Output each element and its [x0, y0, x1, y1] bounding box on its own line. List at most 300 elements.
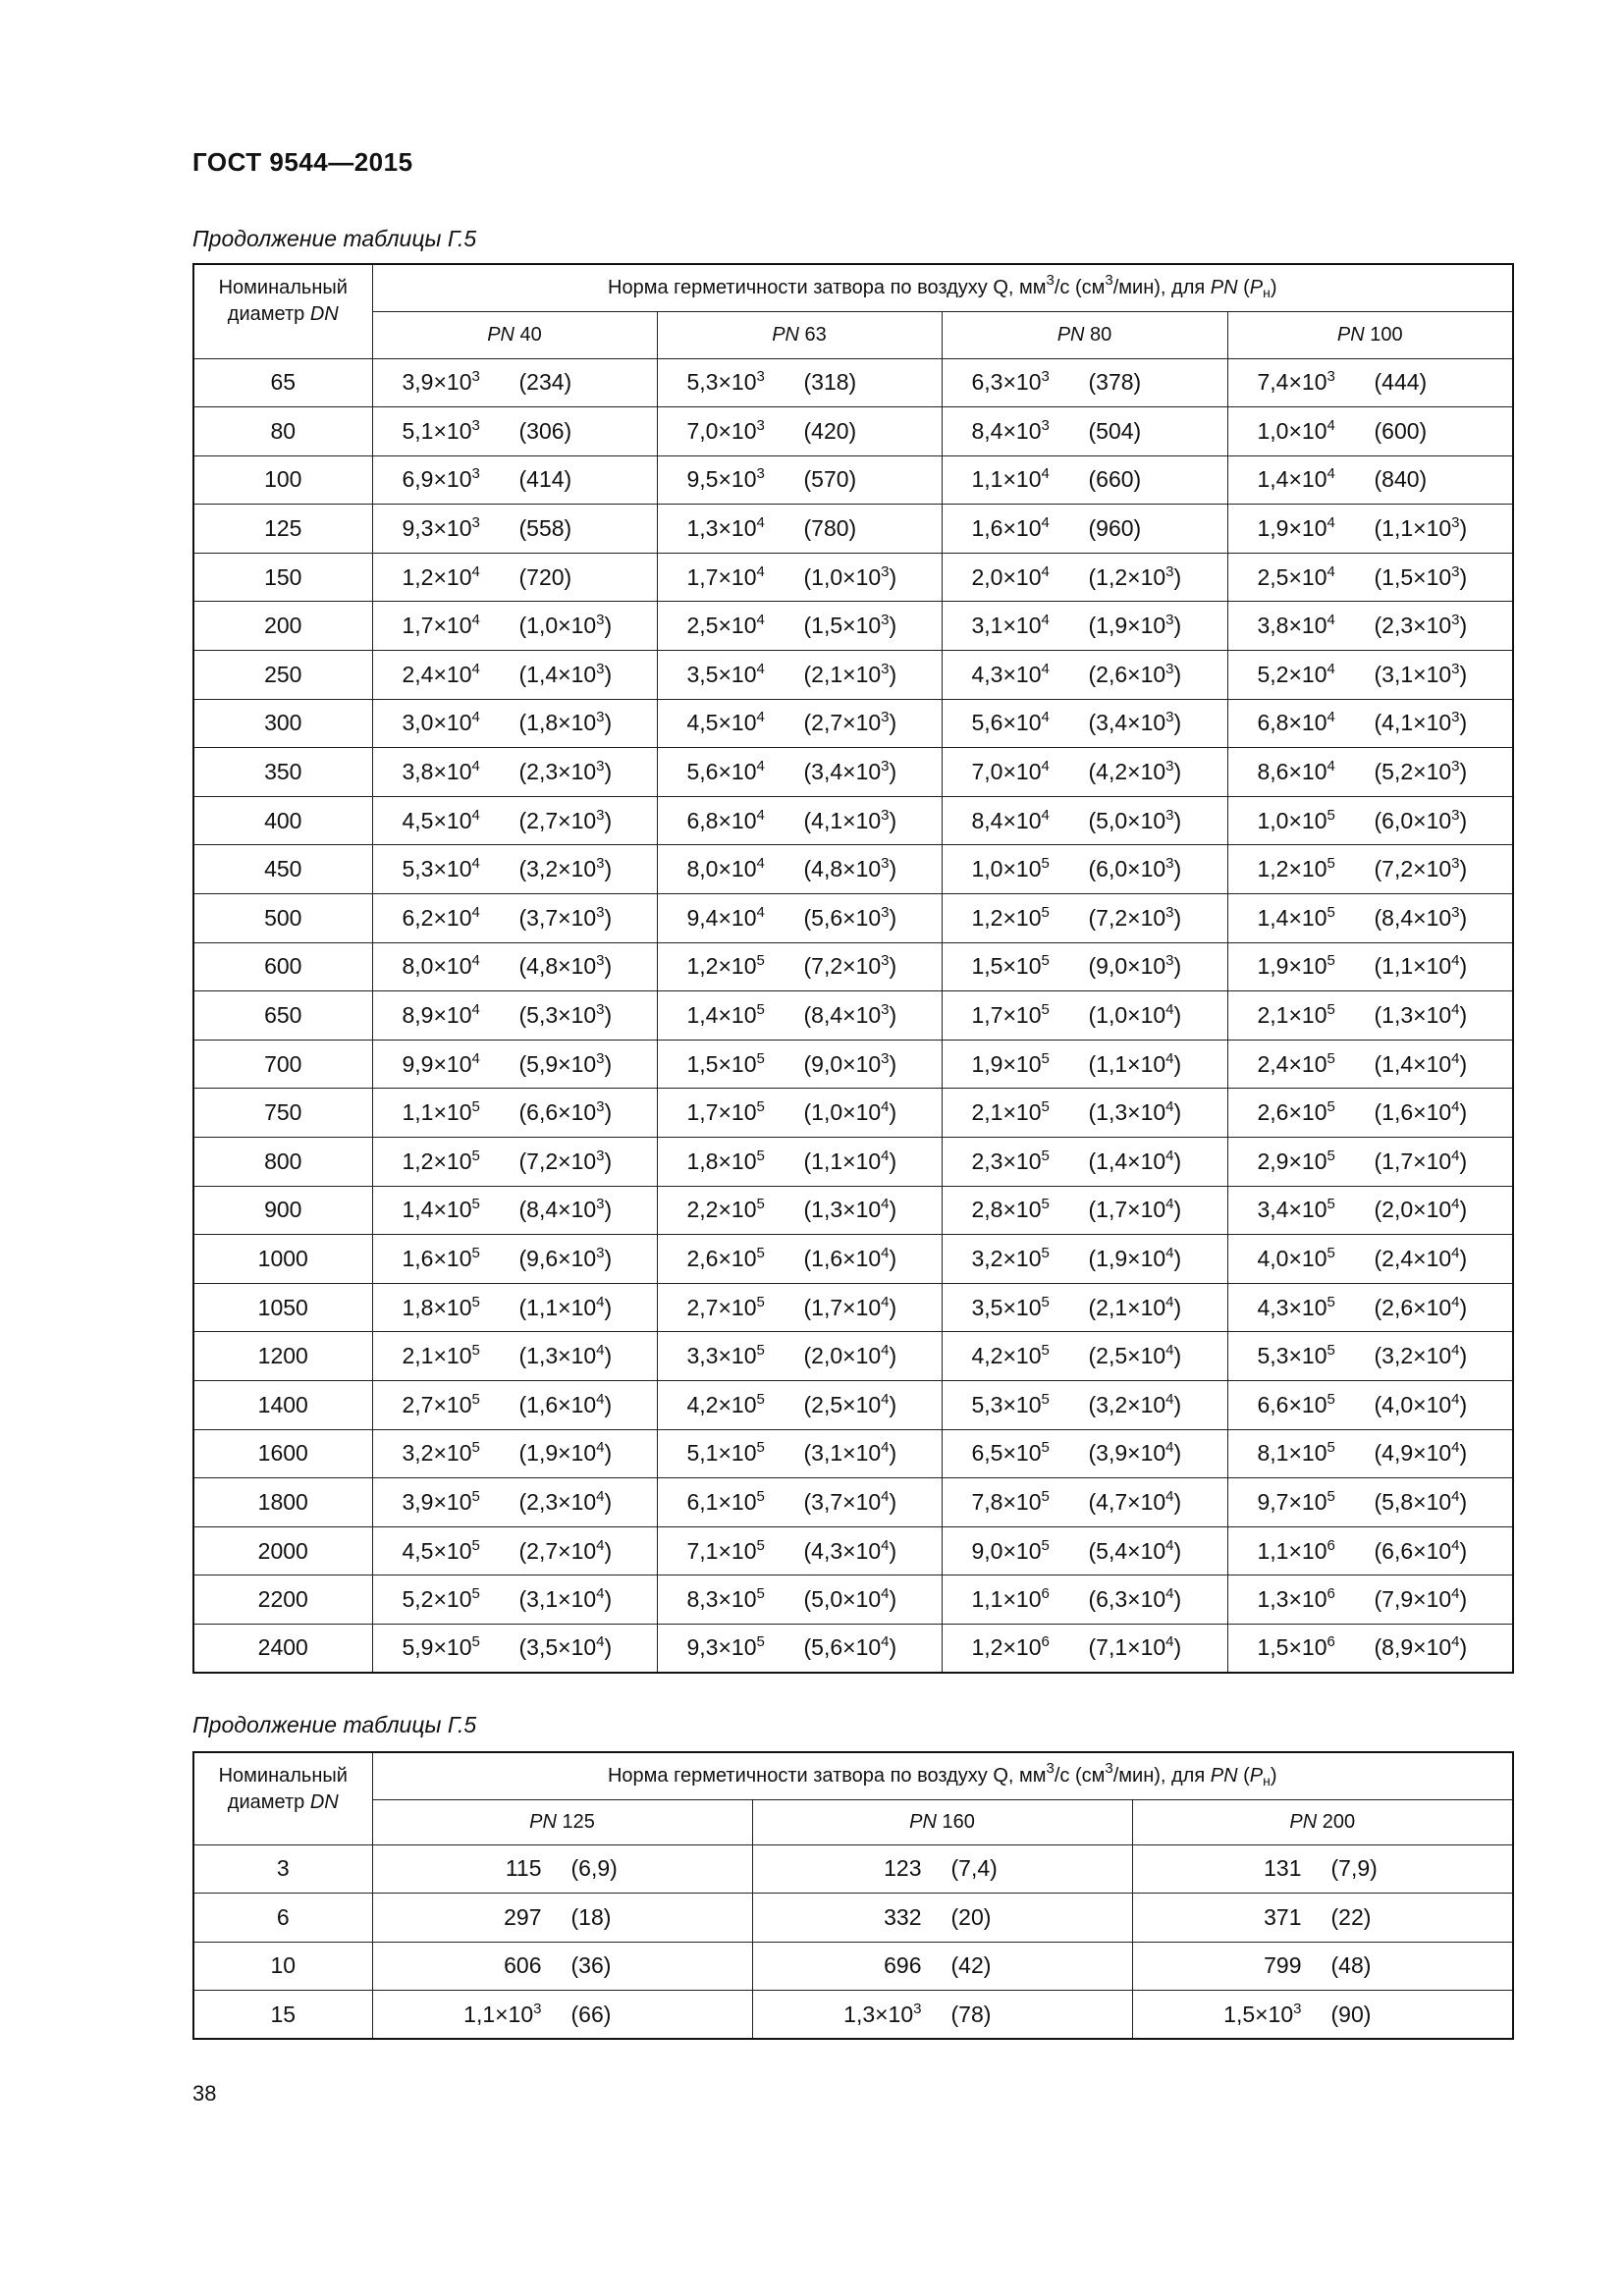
cm3-per-min-value — [519, 1295, 613, 1321]
cm3-per-min-value — [804, 1634, 897, 1661]
leakage-value-cell — [1227, 699, 1513, 748]
dn-cell: 10 — [193, 1942, 372, 1991]
exponent: 5 — [1041, 1244, 1050, 1261]
exponent: 4 — [1165, 1001, 1174, 1019]
cm3-per-min-value — [519, 905, 613, 932]
mantissa: 1,1×10 — [971, 466, 1042, 493]
mantissa: (7,4) — [950, 1855, 998, 1882]
leakage-value-cell — [372, 1942, 752, 1991]
mantissa: (570) — [803, 466, 857, 493]
value-pair — [658, 418, 942, 445]
leakage-value-cell — [942, 1429, 1227, 1478]
cm3-per-min-value — [804, 515, 857, 542]
pn-label: PN — [529, 1810, 557, 1833]
mantissa: 1,7×10 — [686, 1099, 757, 1126]
table-row — [193, 455, 1513, 505]
value-pair — [373, 1586, 657, 1613]
cm3-per-min-value — [804, 1099, 897, 1126]
table2-body — [193, 1844, 1513, 2039]
mantissa: 7,1×10 — [686, 1537, 757, 1564]
cm3-per-min-value — [1089, 1002, 1182, 1029]
cm3-per-min-value — [1331, 1904, 1372, 1931]
mantissa: 1,9×10 — [1257, 953, 1327, 980]
close-paren: ) — [889, 856, 897, 882]
mantissa: (8,4×10 — [803, 1002, 882, 1029]
leakage-value-cell — [657, 1283, 942, 1332]
value-pair — [1228, 515, 1513, 542]
mantissa: (1,0×10 — [803, 1099, 882, 1126]
close-paren: ) — [889, 807, 897, 833]
cm3-per-min-value — [519, 662, 613, 688]
mantissa: (2,6×10 — [1088, 661, 1166, 687]
value-pair — [658, 1343, 942, 1369]
pn-column-header — [1227, 311, 1513, 358]
mm3-per-s-value — [1228, 1197, 1375, 1223]
leakage-value-cell — [372, 1991, 752, 2040]
mm3-per-s-value — [753, 1904, 951, 1931]
exponent: 4 — [1451, 1585, 1460, 1603]
leakage-value-cell — [1227, 1526, 1513, 1575]
mm3-per-s-value — [943, 1051, 1089, 1078]
close-paren: ) — [604, 1050, 613, 1077]
value-pair — [943, 564, 1227, 591]
value-pair — [1228, 1392, 1513, 1418]
cm3-per-min-value — [804, 953, 897, 980]
mantissa: (18) — [570, 1903, 612, 1930]
mantissa: (9,6×10 — [518, 1245, 597, 1271]
cm3-per-min-value — [1089, 1343, 1182, 1369]
close-paren: ) — [889, 1197, 897, 1223]
mm3-per-s-value — [943, 1197, 1089, 1223]
mantissa: (6,0×10 — [1088, 856, 1166, 882]
mantissa: (3,4×10 — [1088, 710, 1166, 736]
cm3-per-min-value — [1089, 1538, 1182, 1565]
close-paren: ) — [1173, 1099, 1182, 1126]
leakage-value-cell — [1132, 1894, 1513, 1943]
close-paren: ) — [889, 1294, 897, 1320]
mantissa: (5,6×10 — [803, 904, 882, 931]
mantissa: 1,4×10 — [1257, 466, 1327, 493]
mm3-per-s-value — [943, 953, 1089, 980]
exponent: 4 — [1165, 1049, 1174, 1067]
leakage-value-cell — [372, 894, 657, 943]
mm3-per-s-value — [943, 662, 1089, 688]
exponent: 5 — [1326, 855, 1335, 873]
table-row — [193, 1844, 1513, 1894]
cm3-per-min-value — [1089, 1440, 1182, 1467]
mantissa: 1,4×10 — [1257, 904, 1327, 931]
cm3-per-min-value — [1331, 2002, 1372, 2028]
norm-header-paren-close: ) — [1270, 276, 1277, 298]
value-pair — [943, 1343, 1227, 1369]
value-pair — [1133, 1855, 1513, 1882]
value-pair — [658, 1586, 942, 1613]
value-pair — [658, 953, 942, 980]
cm3-per-min-value — [1375, 856, 1468, 882]
exponent: 3 — [881, 1001, 890, 1019]
leakage-value-cell — [657, 845, 942, 894]
mm3-per-s-value — [1228, 1489, 1375, 1516]
value-pair — [373, 808, 657, 834]
value-pair — [373, 1099, 657, 1126]
exponent: 4 — [1451, 1098, 1460, 1116]
exponent: 4 — [881, 1487, 890, 1505]
mantissa: 3,5×10 — [971, 1294, 1042, 1320]
leakage-value-cell — [657, 1089, 942, 1138]
mantissa: (8,4×10 — [1374, 904, 1452, 931]
leakage-value-cell — [372, 1138, 657, 1187]
exponent: 5 — [756, 952, 765, 970]
exponent: 4 — [1326, 612, 1335, 629]
mm3-per-s-value — [1228, 905, 1375, 932]
value-pair — [658, 856, 942, 882]
dn-header-line1: Номинальный — [218, 1765, 348, 1787]
exponent: 4 — [756, 903, 765, 921]
close-paren: ) — [889, 1245, 897, 1271]
mantissa: 5,2×10 — [1257, 661, 1327, 687]
mantissa: 1,8×10 — [686, 1148, 757, 1174]
leakage-value-cell — [942, 358, 1227, 407]
value-pair — [658, 1295, 942, 1321]
mm3-per-s-value — [373, 1099, 519, 1126]
cm3-per-min-value — [1375, 1440, 1468, 1467]
exponent: 5 — [756, 1196, 765, 1213]
cm3-per-min-value — [519, 1148, 613, 1175]
exponent: 6 — [1041, 1585, 1050, 1603]
cm3-per-min-value — [804, 1586, 897, 1613]
exponent: 6 — [1326, 1633, 1335, 1651]
exponent: 5 — [756, 1244, 765, 1261]
exponent: 4 — [1165, 1196, 1174, 1213]
value-pair — [1228, 1440, 1513, 1467]
cm3-per-min-value — [804, 1295, 897, 1321]
mm3-per-s-value — [373, 1148, 519, 1175]
mm3-per-s-value — [373, 1952, 571, 1979]
exponent: 4 — [1041, 612, 1050, 629]
cm3-per-min-value — [1089, 1586, 1182, 1613]
leakage-value-cell — [942, 991, 1227, 1041]
exponent: 5 — [1041, 855, 1050, 873]
mantissa: (2,3×10 — [518, 759, 597, 785]
table-row — [193, 942, 1513, 991]
exponent: 5 — [756, 1439, 765, 1457]
cm3-per-min-value — [804, 613, 897, 639]
close-paren: ) — [1173, 1245, 1182, 1271]
cm3-per-min-value — [1375, 1051, 1468, 1078]
value-pair — [373, 1197, 657, 1223]
pn-value: 200 — [1317, 1810, 1356, 1833]
exponent: 3 — [756, 465, 765, 483]
exponent: 3 — [913, 2000, 922, 2017]
cm3-per-min-value — [1089, 759, 1182, 785]
cm3-per-min-value — [519, 1392, 613, 1418]
cm3-per-min-value — [519, 759, 613, 785]
value-pair — [943, 515, 1227, 542]
cm3-per-min-value — [1375, 662, 1468, 688]
exponent: 4 — [1326, 562, 1335, 580]
value-pair — [943, 759, 1227, 785]
mantissa: 4,5×10 — [402, 807, 472, 833]
mantissa: 6,8×10 — [1257, 710, 1327, 736]
exponent: 5 — [1041, 952, 1050, 970]
mantissa: (5,3×10 — [518, 1002, 597, 1029]
mm3-per-s-value — [1228, 1440, 1375, 1467]
leakage-value-cell — [942, 602, 1227, 651]
mantissa: (1,3×10 — [803, 1197, 882, 1223]
leakage-value-cell — [372, 942, 657, 991]
cm3-per-min-value — [519, 1538, 613, 1565]
table-row — [193, 1894, 1513, 1943]
exponent: 4 — [1165, 1536, 1174, 1554]
value-pair — [373, 1538, 657, 1565]
cm3-per-min-value — [804, 662, 897, 688]
mantissa: (1,6×10 — [1374, 1099, 1452, 1126]
close-paren: ) — [604, 1586, 613, 1613]
mantissa: (3,4×10 — [803, 759, 882, 785]
dn-cell: 1050 — [193, 1283, 372, 1332]
mm3-per-s-value — [373, 1002, 519, 1029]
mantissa: 3,0×10 — [402, 710, 472, 736]
exponent: 6 — [1326, 1585, 1335, 1603]
leakage-value-cell — [942, 1138, 1227, 1187]
mm3-per-s-value — [1133, 1904, 1331, 1931]
pn-column-header — [1132, 1799, 1513, 1844]
value-pair — [753, 1855, 1132, 1882]
close-paren: ) — [1173, 1440, 1182, 1467]
cm3-per-min-value — [804, 1392, 897, 1418]
leakage-value-cell — [657, 748, 942, 797]
cm3-per-min-value — [1375, 1634, 1468, 1661]
dn-cell: 650 — [193, 991, 372, 1041]
value-pair — [1228, 1099, 1513, 1126]
exponent: 4 — [471, 562, 480, 580]
dn-cell: 600 — [193, 942, 372, 991]
value-pair — [1133, 1904, 1513, 1931]
exponent: 4 — [756, 612, 765, 629]
leakage-value-cell — [657, 553, 942, 602]
value-pair — [1228, 710, 1513, 736]
exponent: 4 — [881, 1390, 890, 1408]
mm3-per-s-value — [1228, 466, 1375, 493]
cm3-per-min-value — [804, 1343, 897, 1369]
cm3-per-min-value — [951, 1904, 992, 1931]
mm3-per-s-value — [658, 1489, 804, 1516]
mm3-per-s-value — [373, 759, 519, 785]
close-paren: ) — [889, 1634, 897, 1661]
exponent: 4 — [1165, 1439, 1174, 1457]
mantissa: (1,0×10 — [518, 613, 597, 639]
value-pair — [658, 1440, 942, 1467]
mantissa: 1,4×10 — [402, 1197, 472, 1223]
mantissa: (4,8×10 — [803, 856, 882, 882]
mm3-per-s-value — [373, 1343, 519, 1369]
mm3-per-s-value — [373, 1295, 519, 1321]
value-pair — [943, 1246, 1227, 1272]
close-paren: ) — [1459, 1197, 1468, 1223]
mantissa: 1,9×10 — [1257, 515, 1327, 542]
value-pair — [943, 1489, 1227, 1516]
mantissa: 1,2×10 — [402, 1148, 472, 1174]
dn-cell: 2400 — [193, 1624, 372, 1673]
exponent: 4 — [596, 1390, 605, 1408]
exponent: 4 — [471, 952, 480, 970]
cm3-per-min-value — [804, 856, 897, 882]
table-row — [193, 1235, 1513, 1284]
mantissa: (1,3×10 — [518, 1343, 597, 1369]
cm3-per-min-value — [1089, 1099, 1182, 1126]
cm3-per-min-value — [1331, 1952, 1372, 1979]
exponent: 3 — [1165, 562, 1174, 580]
mantissa: (960) — [1088, 515, 1142, 542]
exponent: 5 — [756, 1487, 765, 1505]
mantissa: (318) — [803, 369, 857, 396]
cm3-per-min-value — [1089, 808, 1182, 834]
value-pair — [1228, 1246, 1513, 1272]
exponent: 4 — [1041, 514, 1050, 532]
exponent: 4 — [881, 1585, 890, 1603]
value-pair — [658, 1392, 942, 1418]
mantissa: 2,1×10 — [1257, 1002, 1327, 1029]
value-pair — [373, 905, 657, 932]
exponent: 4 — [1326, 416, 1335, 434]
leakage-value-cell — [372, 651, 657, 700]
mantissa: (5,0×10 — [803, 1586, 882, 1613]
dn-cell: 250 — [193, 651, 372, 700]
close-paren: ) — [889, 1537, 897, 1564]
close-paren: ) — [604, 856, 613, 882]
mantissa: (5,4×10 — [1088, 1537, 1166, 1564]
cm3-per-min-value — [571, 1952, 612, 1979]
exponent: 3 — [1326, 368, 1335, 386]
leakage-value-cell — [1132, 1844, 1513, 1894]
exponent: 4 — [1451, 1244, 1460, 1261]
value-pair — [658, 662, 942, 688]
value-pair — [658, 1051, 942, 1078]
mm3-per-s-value — [1228, 662, 1375, 688]
exponent: 5 — [756, 1633, 765, 1651]
value-pair — [373, 1246, 657, 1272]
close-paren: ) — [604, 1245, 613, 1271]
mantissa: (6,9) — [570, 1855, 618, 1882]
mantissa: 9,0×10 — [971, 1537, 1042, 1564]
mm3-per-s-value — [373, 856, 519, 882]
cm3-per-min-value — [571, 2002, 612, 2028]
mantissa: 6,9×10 — [402, 466, 472, 493]
leakage-value-cell — [942, 748, 1227, 797]
cm3-per-min-value — [804, 1197, 897, 1223]
exponent: 5 — [1326, 1487, 1335, 1505]
leakage-value-cell — [942, 1089, 1227, 1138]
mantissa: 1,7×10 — [686, 563, 757, 590]
value-pair — [943, 1295, 1227, 1321]
mantissa: (2,7×10 — [518, 807, 597, 833]
close-paren: ) — [604, 661, 613, 687]
mantissa: (3,7×10 — [803, 1488, 882, 1515]
mantissa: 1,3×10 — [1257, 1586, 1327, 1613]
exponent: 3 — [1165, 952, 1174, 970]
mantissa: 3,1×10 — [971, 613, 1042, 639]
leakage-value-cell — [657, 699, 942, 748]
close-paren: ) — [889, 613, 897, 639]
cm3-per-min-value — [951, 2002, 992, 2028]
cm3-per-min-value — [1089, 1634, 1182, 1661]
mantissa: (3,1×10 — [518, 1586, 597, 1613]
mantissa: 2,8×10 — [971, 1197, 1042, 1223]
exponent: 3 — [756, 368, 765, 386]
exponent: 3 — [1165, 855, 1174, 873]
close-paren: ) — [889, 1148, 897, 1174]
exponent: 4 — [596, 1536, 605, 1554]
cm3-per-min-value — [1089, 369, 1142, 396]
dn-cell: 700 — [193, 1040, 372, 1089]
value-pair — [373, 856, 657, 882]
mantissa: 2,5×10 — [1257, 563, 1327, 590]
cm3-per-min-value — [1375, 1148, 1468, 1175]
norm-header-sub: н — [1263, 1772, 1271, 1789]
exponent: 3 — [881, 660, 890, 677]
mantissa: (4,7×10 — [1088, 1488, 1166, 1515]
mantissa: (2,3×10 — [1374, 613, 1452, 639]
mantissa: (6,0×10 — [1374, 807, 1452, 833]
leakage-value-cell — [372, 602, 657, 651]
mantissa: 2,4×10 — [1257, 1050, 1327, 1077]
exponent: 4 — [1326, 660, 1335, 677]
value-pair — [943, 710, 1227, 736]
mantissa: (8,4×10 — [518, 1197, 597, 1223]
close-paren: ) — [889, 1586, 897, 1613]
norm-header — [372, 1752, 1513, 1799]
table-row — [193, 699, 1513, 748]
exponent: 3 — [881, 758, 890, 775]
exponent: 4 — [756, 660, 765, 677]
dn-cell: 400 — [193, 796, 372, 845]
mantissa: 1,8×10 — [402, 1294, 472, 1320]
leakage-value-cell — [942, 407, 1227, 456]
mm3-per-s-value — [658, 1295, 804, 1321]
cm3-per-min-value — [1089, 1051, 1182, 1078]
mm3-per-s-value — [943, 1343, 1089, 1369]
mantissa: (4,0×10 — [1374, 1391, 1452, 1417]
close-paren: ) — [1459, 710, 1468, 736]
mm3-per-s-value — [373, 808, 519, 834]
pn-value: 100 — [1364, 323, 1403, 346]
mm3-per-s-value — [1228, 710, 1375, 736]
exponent: 4 — [1041, 806, 1050, 824]
mantissa: (5,0×10 — [1088, 807, 1166, 833]
leakage-value-cell — [372, 699, 657, 748]
leakage-value-cell — [372, 1844, 752, 1894]
exponent: 5 — [1041, 1439, 1050, 1457]
leakage-value-cell — [752, 1991, 1132, 2040]
mantissa: (1,1×10 — [1374, 953, 1452, 980]
mm3-per-s-value — [658, 1051, 804, 1078]
exponent: 4 — [881, 1147, 890, 1164]
mantissa: 6,3×10 — [971, 369, 1042, 396]
mantissa: (306) — [518, 417, 572, 444]
value-pair — [658, 1197, 942, 1223]
exponent: 3 — [881, 806, 890, 824]
mm3-per-s-value — [658, 1634, 804, 1661]
norm-header-p: P — [1249, 1764, 1264, 1787]
exponent: 4 — [1326, 465, 1335, 483]
close-paren: ) — [604, 1634, 613, 1661]
close-paren: ) — [1459, 807, 1468, 833]
exponent: 4 — [1326, 514, 1335, 532]
cm3-per-min-value — [1089, 613, 1182, 639]
mantissa: 696 — [884, 1952, 922, 1979]
mantissa: 2,1×10 — [402, 1343, 472, 1369]
close-paren: ) — [889, 563, 897, 590]
